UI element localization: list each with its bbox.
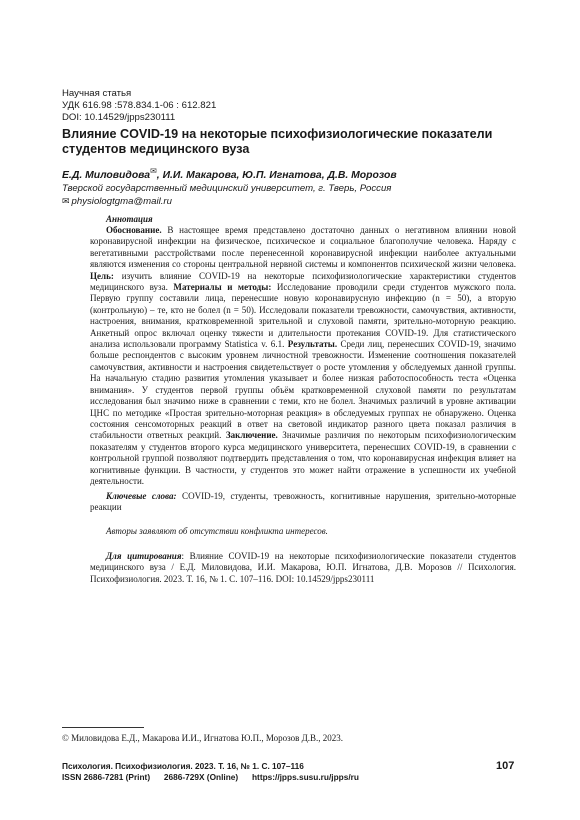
copyright-notice: © Миловидова Е.Д., Макарова И.И., Игнатова Ю.П., Морозов Д.В., 2023. xyxy=(62,733,344,743)
udc-code: УДК 616.98 :578.834.1-06 : 612.821 xyxy=(62,100,217,111)
abstract-methods-label: Материалы и методы: xyxy=(173,282,272,293)
abstract-results-label: Результаты. xyxy=(287,339,338,350)
abstract-methods-text: Исследование проводили среди студентов мужского пола. Первую группу составили лица, перенесшие новую коронавирусную инфекцию (n = 50), а вторую (контрольную) – те, кто не болел (n = 50). Исследовали показатели тревожности, самочувствия, активности, настроения, внимания, кратковременной зрительной и слуховой памяти, зрительно-моторную реакцию. Анкетный опрос включал оценку тяжести и длительности протекания COVID-19. Для статистического анализа использовали программу Statistica v. 6.1. xyxy=(90,282,516,350)
abstract-heading: Аннотация xyxy=(106,214,153,224)
conflict-statement: Авторы заявляют об отсутствии конфликта интересов. xyxy=(106,526,328,536)
citation-text: : Влияние COVID-19 на некоторые психофизиологические показатели студентов медицинского вуза / Е.Д. Миловидова, И.И. Макарова, Ю.П. Игнатова, Д.В. Морозов // Психология. Психофизиология. 2023. Т. 16, № 1. С. 107–116. DOI: 10.14529/jpps230111 xyxy=(90,551,516,584)
abstract-body xyxy=(90,225,516,487)
author-list xyxy=(62,166,397,181)
article-meta xyxy=(62,88,216,124)
abstract-aim-label: Цель: xyxy=(90,270,114,281)
journal-issn: ISSN 2686-7281 (Print) 2686-729X (Online) https://jpps.susu.ru/jpps/ru xyxy=(62,771,359,782)
page-number: 107 xyxy=(496,760,515,772)
author-email[interactable]: physiologtgma@mail.ru xyxy=(71,196,172,207)
first-author: Е.Д. Миловидова xyxy=(62,170,151,181)
keywords-label: Ключевые слова: xyxy=(106,491,177,501)
abstract-background-label: Обоснование. xyxy=(106,225,162,235)
journal-citation: Психология. Психофизиология. 2023. Т. 16, № 1. С. 107–116 xyxy=(62,761,304,771)
footnote-divider xyxy=(62,727,144,728)
abstract-aim-text: изучить влияние COVID-19 на некоторые психофизиологические характеристики студентов медицинского вуза. xyxy=(90,270,516,293)
email-line xyxy=(62,195,391,208)
abstract-background-text: В настоящее время представлено достаточно данных о негативном влиянии новой коронавирусной инфекции на физическое, психическое и социальное благополучие человека. Наряду с вегетативными расстройствами после перенесенной коронавирусной инфекции наиболее актуальными являются изменения со стороны центральной нервной системы и компонентов психической жизни человека. xyxy=(90,225,516,270)
article-title: Влияние COVID-19 на некоторые психофизиологические показатели студентов медицинского вуза xyxy=(62,127,493,156)
keywords xyxy=(90,491,516,514)
envelope-icon: ✉ xyxy=(62,196,70,206)
keywords-text: COVID-19, студенты, тревожность, когнитивные нарушения, зрительно-моторные реакции xyxy=(90,491,516,513)
co-authors: , И.И. Макарова, Ю.П. Игнатова, Д.В. Морозов xyxy=(156,170,397,181)
envelope-icon: ✉ xyxy=(150,166,157,176)
citation-label: Для цитирования xyxy=(106,551,182,561)
journal-footer xyxy=(62,761,359,782)
abstract-conclusion-label: Заключение. xyxy=(225,430,278,441)
doi: DOI: 10.14529/jpps230111 xyxy=(62,112,176,123)
article-type: Научная статья xyxy=(62,88,132,99)
citation-block xyxy=(90,551,516,585)
abstract-conclusion-text: Значимые различия по некоторым психофизиологическим показателям у студентов второго курса медицинского университета, перенесших COVID-19, в сравнении с контрольной группой позволяют подтвердить представления о том, что коронавирусная инфекция влияет на когнитивные функции. В частности, у студентов это может найти отражение в успешности их учебной деятельности. xyxy=(90,430,516,486)
affiliation-block xyxy=(62,183,391,208)
affiliation: Тверской государственный медицинский университет, г. Тверь, Россия xyxy=(62,183,392,194)
abstract-results-text: Среди лиц, перенесших COVID-19, значимо больше респондентов с высоким уровнем личностной тревожности. Изменение соотношения показателей самочувствия, активности и настроения свидетельствует о росте утомления у обследуемых данной группы. На начальную стадию развития утомления указывает и более низкая работоспособность теста «Оценка внимания». У студентов первой группы объём кратковременной слуховой памяти по результатам исследования был значимо ниже в сравнении с теми, кто не болел. Значимых различий в уровне активации ЦНС по методике «Простая зрительно-моторная реакция» в обследуемых группах не обнаружено. Оценка состояния сенсомоторных реакций в ответ на световой индикатор разного цвета показал различия в стабильности ответных реакций. xyxy=(90,339,516,441)
